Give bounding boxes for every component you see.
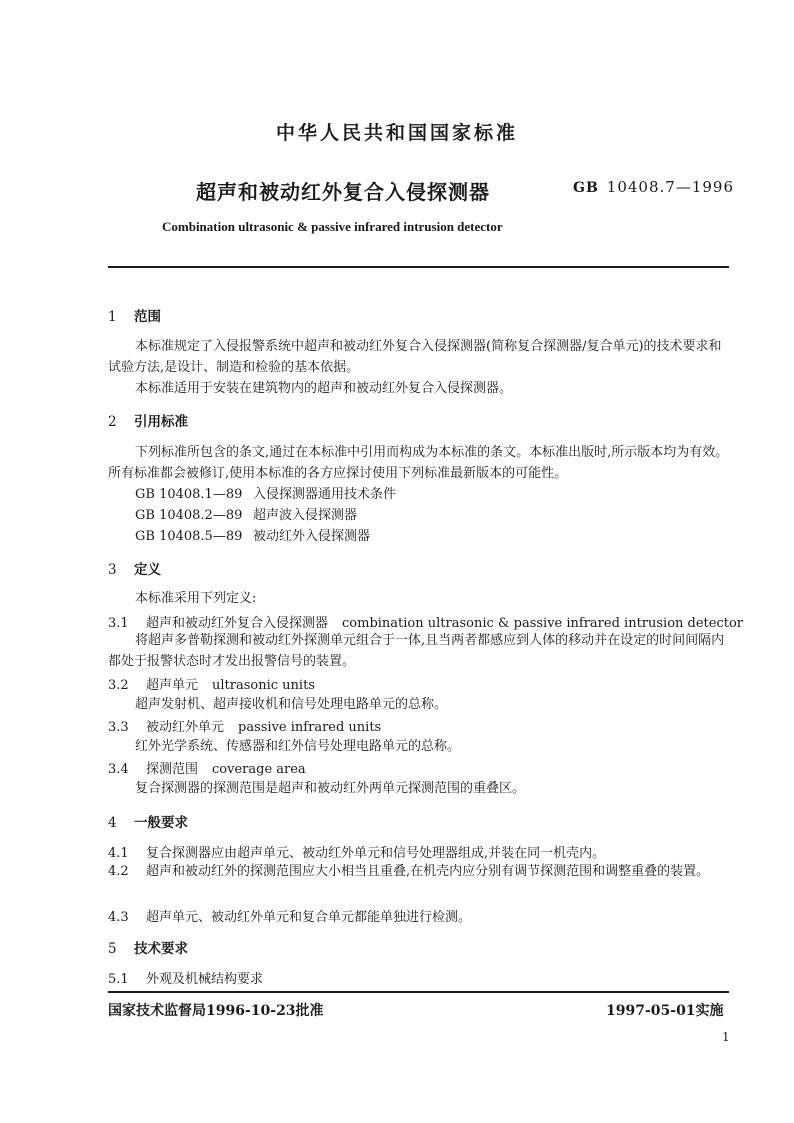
definition-3-3-text: 红外光学系统、传感器和红外信号处理电路单元的总称。 [135,739,461,754]
footer-divider [108,991,729,993]
section-1-paragraph-1: 本标准规定了入侵报警系统中超声和被动红外复合入侵探测器(简称复合探测器/复合单元)的技术要求和试验方法,是设计、制造和检验的基本依据。 [108,339,722,375]
definition-3-3-term: 3.3 被动红外单元 passive infrared units [108,720,382,735]
section-3-intro: 本标准采用下列定义: [135,591,257,606]
standard-prefix: GB [573,180,599,196]
section-3-heading: 3 定义 [108,562,161,578]
reference-item: GB 10408.2—89 超声波入侵探测器 [135,508,358,523]
issuing-country-heading: 中华人民共和国国家标准 [275,122,518,144]
page-number: 1 [722,1030,730,1044]
section-4-heading: 4 一般要求 [108,815,188,831]
section-1-paragraph-2: 本标准适用于安装在建筑物内的超声和被动红外复合入侵探测器。 [135,381,513,396]
reference-item: GB 10408.5—89 被动红外入侵探测器 [135,529,371,544]
approval-date: 国家技术监督局1996-10-23批准 [108,1003,324,1019]
clause-4-3: 4.3 超声单元、被动红外单元和复合单元都能单独进行检测。 [108,910,472,925]
section-2-heading: 2 引用标准 [108,414,188,430]
clause-4-2: 4.2 超声和被动红外的探测范围应大小相当且重叠,在机壳内应分别有调节探测范围和调整重叠的装置。 [108,864,710,879]
clause-4-1: 4.1 复合探测器应由超声单元、被动红外单元和信号处理器组成,并装在同一机壳内。 [108,846,606,861]
section-1-heading: 1 范围 [108,309,161,325]
standard-title-cn: 超声和被动红外复合入侵探测器 [196,180,490,204]
standard-number-value: 10408.7—1996 [606,178,734,196]
definition-3-4-text: 复合探测器的探测范围是超声和被动红外两单元探测范围的重叠区。 [135,781,526,796]
standard-number [573,178,734,196]
section-2-paragraph: 下列标准所包含的条文,通过在本标准中引用而构成为本标准的条文。本标准出版时,所示版本均为有效。所有标准都会被修订,使用本标准的各方应探讨使用下列标准最新版本的可能性。 [108,445,729,481]
definition-3-1-text: 将超声多普勒探测和被动红外探测单元组合于一体,且当两者都感应到人体的移动并在设定的时间间隔内都处于报警状态时才发出报警信号的装置。 [108,633,725,669]
standard-title-en: Combination ultrasonic & passive infrared intrusion detector [162,219,503,234]
header-divider [108,266,729,268]
section-5-heading: 5 技术要求 [108,941,188,957]
definition-3-2-text: 超声发射机、超声接收机和信号处理电路单元的总称。 [135,697,448,712]
definition-3-4-term: 3.4 探测范围 coverage area [108,762,306,777]
definition-3-1-term: 3.1 超声和被动红外复合入侵探测器 combination ultrasonic & passive infrared intrusion detector [108,616,744,631]
reference-item: GB 10408.1—89 入侵探测器通用技术条件 [135,487,397,502]
clause-5-1: 5.1 外观及机械结构要求 [108,972,264,987]
definition-3-2-term: 3.2 超声单元 ultrasonic units [108,678,315,693]
effective-date: 1997-05-01实施 [606,1003,724,1019]
